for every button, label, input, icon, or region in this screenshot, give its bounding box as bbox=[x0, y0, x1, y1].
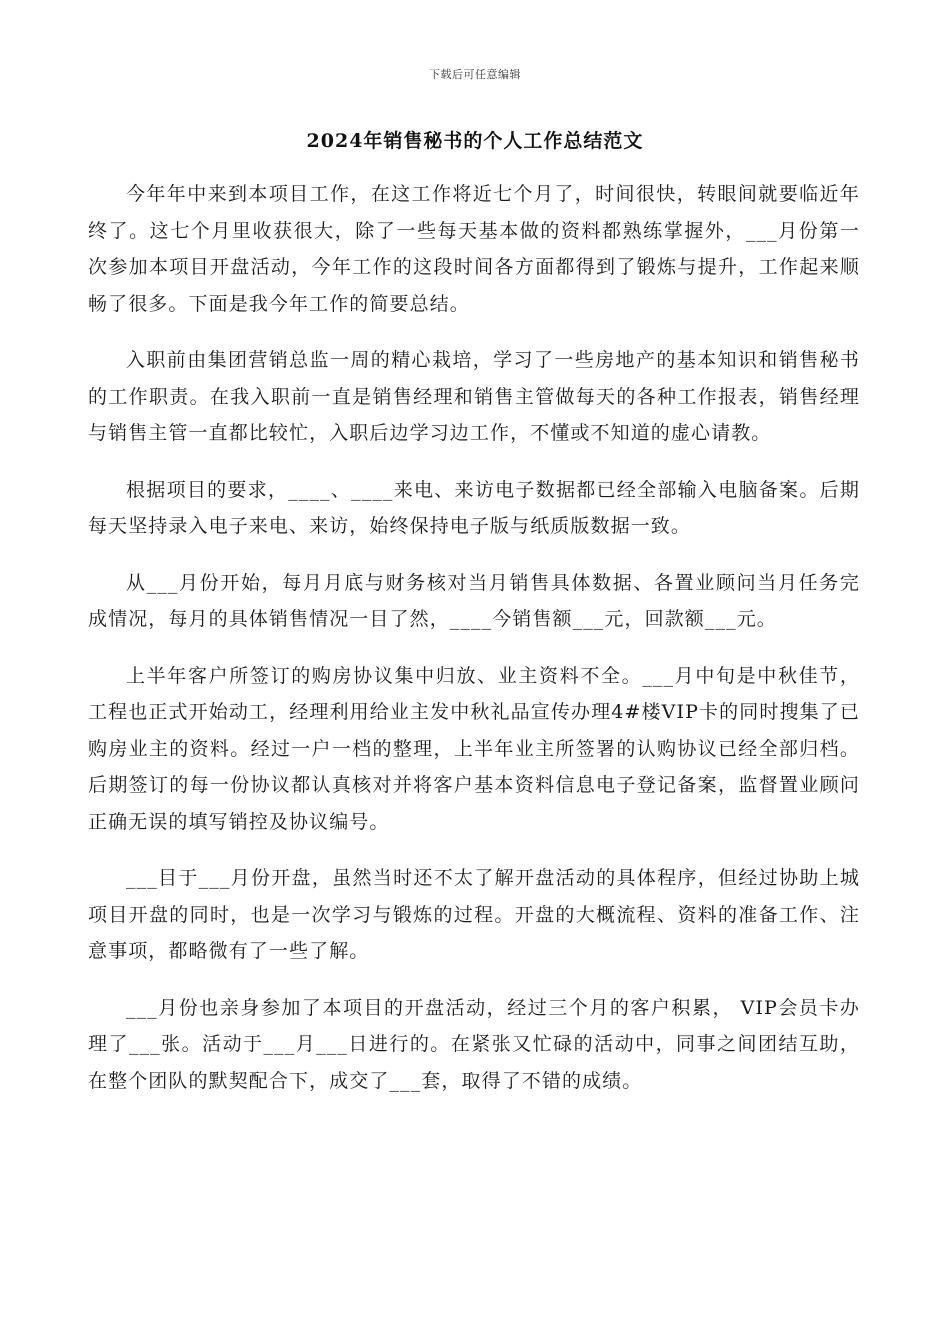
paragraph-7: ___月份也亲身参加了本项目的开盘活动，经过三个月的客户积累， VIP会员卡办理了___张。活动于___月___日进行的。在紧张又忙碌的活动中，同事之间团结互助，在整个团队的默契配合下，成交了___套，取得了不错的成绩。 bbox=[88, 996, 860, 1092]
header-note: 下载后可任意编辑 bbox=[429, 68, 521, 81]
paragraph-5: 上半年客户所签订的购房协议集中归放、业主资料不全。___月中旬是中秋佳节，工程也正式开始动工，经理利用给业主发中秋礼品宣传办理4#楼VIP卡的同时搜集了已购房业主的资料。经过一户一档的整理，上半年业主所签署的认购协议已经全部归档。后期签订的每一份协议都认真核对并将客户基本资料信息电子登记备案，监督置业顾问正确无误的填写销控及协议编号。 bbox=[88, 664, 860, 833]
paragraph-1: 今年年中来到本项目工作，在这工作将近七个月了，时间很快，转眼间就要临近年终了。这七个月里收获很大，除了一些每天基本做的资料都熟练掌握外，___月份第一次参加本项目开盘活动，今年工作的这段时间各方面都得到了锻炼与提升，工作起来顺畅了很多。下面是我今年工作的简要总结。 bbox=[88, 183, 860, 315]
paragraph-2: 入职前由集团营销总监一周的精心栽培，学习了一些房地产的基本知识和销售秘书的工作职责。在我入职前一直是销售经理和销售主管做每天的各种工作报表，销售经理与销售主管一直都比较忙，入职后边学习边工作，不懂或不知道的虚心请教。 bbox=[88, 349, 860, 444]
document-body bbox=[88, 176, 860, 1119]
document-title: 2024年销售秘书的个人工作总结范文 bbox=[306, 130, 644, 152]
paragraph-6: ___目于___月份开盘，虽然当时还不太了解开盘活动的具体程序，但经过协助上城项目开盘的同时，也是一次学习与锻炼的过程。开盘的大概流程、资料的准备工作、注意事项，都略微有了一些了解。 bbox=[88, 867, 860, 962]
paragraph-4: 从___月份开始，每月月底与财务核对当月销售具体数据、各置业顾问当月任务完成情况，每月的具体销售情况一目了然，____今销售额___元，回款额___元。 bbox=[88, 571, 860, 630]
paragraph-3: 根据项目的要求，____、____来电、来访电子数据都已经全部输入电脑备案。后期每天坚持录入电子来电、来访，始终保持电子版与纸质版数据一致。 bbox=[88, 478, 860, 537]
